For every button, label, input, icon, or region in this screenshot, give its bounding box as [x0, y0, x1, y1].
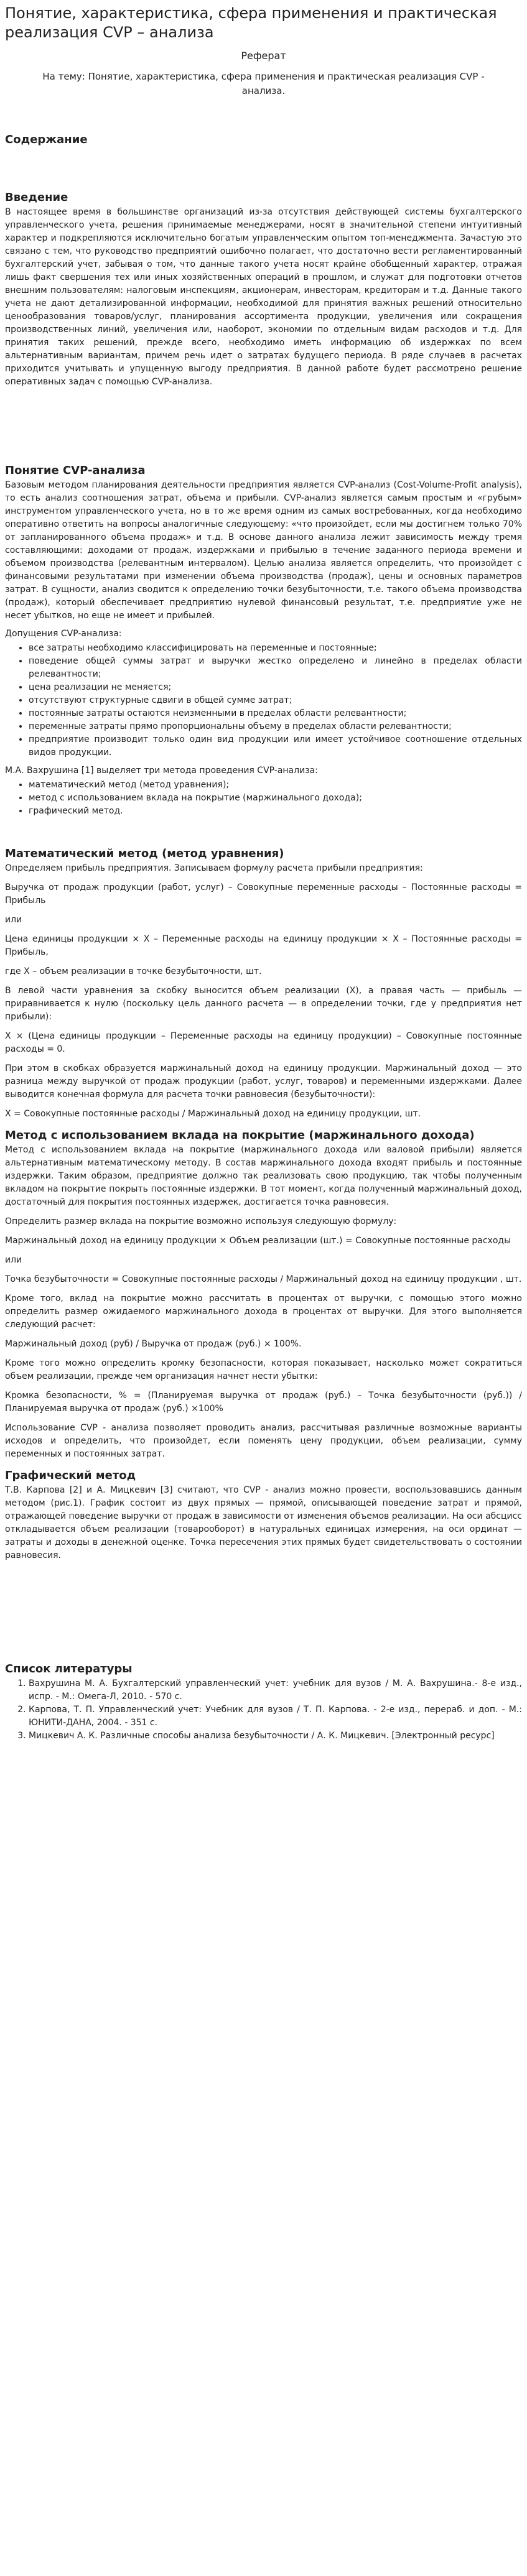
contribution-method-p10: Использование CVP - анализа позволяет проводить анализ, рассчитывая различные возможные варианты исходов и определить, что произойдет, если поменять цену продукции, объем реализации, сумму переменных и постоянных затрат. — [5, 1423, 522, 1460]
list-item: • метод с использованием вклада на покрытие (маржинального дохода); — [29, 792, 522, 805]
list-item: • предприятие производит только один вид продукции или имеет устойчивое соотношение отдельных видов продукции. — [29, 733, 522, 759]
references-list — [5, 1677, 522, 1743]
math-method-p2: Выручка от продаж продукции (работ, услуг) – Совокупные переменные расходы – Постоянные расходы = Прибыль — [5, 883, 522, 906]
math-method-p8: При этом в скобках образуется маржинальный доход на единицу продукции. Маржинальный доход — это разница между выручкой от продаж продукции (работ, услуг, товаров) и переменными издержками. Далее выводится конечная формула для расчета точки равновесия (безубыточности): — [5, 1063, 522, 1100]
math-method-p9: Х = Совокупные постоянные расходы / Маржинальный доход на единицу продукции, шт. — [5, 1109, 421, 1119]
contribution-method-p9: Кромка безопасности, % = (Планируемая выручка от продаж (руб.) – Точка безубыточности (руб.)) / Планируемая выручка от продаж (руб.) ×100% — [5, 1391, 522, 1414]
document-subtitle: Реферат — [241, 50, 286, 62]
reference-item: 1. Вахрушина М. А. Бухгалтерский управленческий учет: учебник для вузов / М. А. Вахрушина.- 8-е изд., испр. - М.: Омега-Л, 2010. - 570 с. — [29, 1677, 522, 1703]
math-method-p4: Цена единицы продукции × Х – Переменные расходы на единицу продукции × Х – Постоянные расходы = Прибыль, — [5, 934, 522, 958]
intro-heading: Введение — [5, 191, 68, 205]
cvp-methods-label: М.А. Вахрушина [1] выделяет три метода проведения CVP-анализа: — [5, 766, 318, 776]
graphic-method-p1: Т.В. Карпова [2] и А. Мицкевич [3] считают, что CVP - анализ можно провести, воспользовавшись данным методом (рис.1). График состоит из двух прямых — прямой, описывающей поведение затрат и прямой, отражающей поведение выручки от продаж в зависимости от изменения объемов реализации. На оси абсцисс откладывается объем реализации (товарооборот) в натуральных единицах измерения, на оси ординат — затраты и доходы в денежной оценке. Точка пересечения этих прямых будет свидетельствовать о состоянии равновесия. — [5, 1485, 522, 1561]
toc-heading: Содержание — [5, 133, 88, 147]
list-item: • отсутствуют структурные сдвиги в общей сумме затрат; — [29, 694, 522, 707]
math-method-p1: Определяем прибыль предприятия. Записываем формулу расчета прибыли предприятия: — [5, 863, 423, 874]
list-item: • математический метод (метод уравнения); — [29, 779, 522, 792]
contribution-method-p2: Определить размер вклада на покрытие возможно используя следующую формулу: — [5, 1216, 397, 1227]
cvp-assumptions-list — [5, 642, 522, 759]
math-method-heading: Математический метод (метод уравнения) — [5, 847, 284, 861]
math-method-p7: Х × (Цена единицы продукции – Переменные расходы на единицу продукции) – Совокупные постоянные расходы = 0. — [5, 1031, 522, 1055]
contribution-method-p8: Кроме того можно определить кромку безопасности, которая показывает, насколько может сократиться объем реализации, прежде чем организация начнет нести убытки: — [5, 1358, 522, 1382]
list-item: • поведение общей суммы затрат и выручки жестко определено и линейно в пределах области релевантности; — [29, 655, 522, 681]
list-item: • графический метод. — [29, 805, 522, 818]
math-method-p6: В левой части уравнения за скобку выносится объем реализации (Х), а правая часть — прибыль — приравнивается к нулю (поскольку цель данного расчета — в определении точки, где у предприятия нет прибыли): — [5, 986, 522, 1022]
document-title: Понятие, характеристика, сфера применения и практическая реализация CVP – анализа — [5, 4, 497, 42]
list-item: • переменные затраты прямо пропорциональны объему в пределах области релевантности; — [29, 720, 522, 733]
references-heading: Список литературы — [5, 1662, 133, 1676]
cvp-paragraph: Базовым методом планирования деятельности предприятия является CVP-анализ (Cost-Volume-Profit analysis), то есть анализ соотношения затрат, объема и прибыли. CVP-анализ является самым простым и «грубым» инструментом управленческого учета, но в то же время одним из самых востребованных, когда необходимо оперативно ответить на вопросы аналогичные следующему: «что произойдет, если мы достигнем только 70% от запланированного объема продаж» и т.д. В основе данного анализа лежит зависимость между тремя составляющими: доходами от продаж, издержками и прибылью в течение заданного периода времени и объемом производства (релевантным интервалом). Целью анализа является определить, что произойдет с финансовыми результатами при изменении объема производства (продаж), цены и основных параметров затрат. В сущности, анализ сводится к определению точки безубыточности, т.е. такого объема производства (продаж), который обеспечивает предприятию нулевой финансовый результат, т.е. предприятие уже не несет убытков, но еще не имеет и прибылей. — [5, 480, 522, 621]
contribution-method-heading: Метод с использованием вклада на покрытие (маржинального дохода) — [5, 1129, 475, 1142]
contribution-method-p6: Кроме того, вклад на покрытие можно рассчитать в процентах от выручки, с помощью этого можно определить размер ожидаемого маржинального дохода в процентах от выручки. Для этого выполняется следующий расчет: — [5, 1294, 522, 1330]
intro-paragraph: В настоящее время в большинстве организаций из-за отсутствия действующей системы бухгалтерского управленческого учета, решения принимаемые менеджерами, носят в значительной степени интуитивный характер и подкрепляются исключительно богатым управленческим опытом топ-менеджмента. Зачастую это связано с тем, что руководство предприятий ошибочно полагает, что достаточно вести регламентированный бухгалтерский учет, забывая о том, что данные такого учета носят крайне обобщенный характер, отражая лишь факт свершения тех или иных хозяйственных операций в прошлом, и служат для подготовки отчетов внешним пользователям: налоговым инспекциям, акционерам, инвесторам, кредиторам и т.д. Данные такого учета не дают детализированной информации, необходимой для принятия важных решений относительно ценообразования товаров/услуг, планирования ассортимента продукции, увеличения или сокращения производственных линий, увеличения или, наоборот, экономии по отдельным видам расходов и т.д. Для принятия таких решений, прежде всего, необходимо иметь информацию об издержках по всем альтернативным вариантам, причем речь идет о затратах будущего периода. В ряде случаев в расчетах приходится учитывать и упущенную выгоду предприятия. В данной работе будет рассмотрено решение оперативных задач с помощью CVP-анализа. — [5, 207, 522, 387]
graphic-method-heading: Графический метод — [5, 1469, 136, 1483]
contribution-method-p5: Точка безубыточности = Совокупные постоянные расходы / Маржинальный доход на единицу продукции , шт. — [5, 1274, 522, 1285]
list-item: • цена реализации не меняется; — [29, 681, 522, 694]
contribution-method-p3: Маржинальный доход на единицу продукции × Объем реализации (шт.) = Совокупные постоянные расходы — [5, 1236, 511, 1246]
math-method-p5: где Х – объем реализации в точке безубыточности, шт. — [5, 966, 262, 977]
list-item: • постоянные затраты остаются неизменными в пределах области релевантности; — [29, 707, 522, 720]
cvp-assumptions-label: Допущения CVP-анализа: — [5, 629, 122, 639]
reference-item: 2. Карпова, Т. П. Управленческий учет: Учебник для вузов / Т. П. Карпова. - 2-е изд., перераб. и доп. - М.: ЮНИТИ-ДАНА, 2004. - 351 с. — [29, 1703, 522, 1730]
list-item: • все затраты необходимо классифицировать на переменные и постоянные; — [29, 642, 522, 655]
cvp-heading: Понятие CVP-анализа — [5, 464, 146, 478]
document-theme: На тему: Понятие, характеристика, сфера применения и практическая реализация CVP - анализа. — [42, 71, 485, 96]
math-method-p3: или — [5, 915, 22, 925]
contribution-method-p7: Маржинальный доход (руб) / Выручка от продаж (руб.) × 100%. — [5, 1339, 302, 1350]
contribution-method-p4: или — [5, 1255, 22, 1266]
cvp-methods-list — [5, 779, 522, 818]
contribution-method-p1: Метод с использованием вклада на покрытие (маржинального дохода или валовой прибыли) является альтернативным математическому методу. В состав маржинального дохода входят прибыль и постоянные издержки. Таким образом, предприятие должно так реализовать свою продукцию, так чтобы полученным вкладом на покрытие покрыть постоянные издержки. В тот момент, когда полученный маржинальный доход, достаточный для покрытия постоянных издержек, достигается точка равновесия. — [5, 1145, 522, 1208]
reference-item: 3. Мицкевич А. К. Различные способы анализа безубыточности / А. К. Мицкевич. [Электронный ресурс] — [29, 1730, 522, 1743]
